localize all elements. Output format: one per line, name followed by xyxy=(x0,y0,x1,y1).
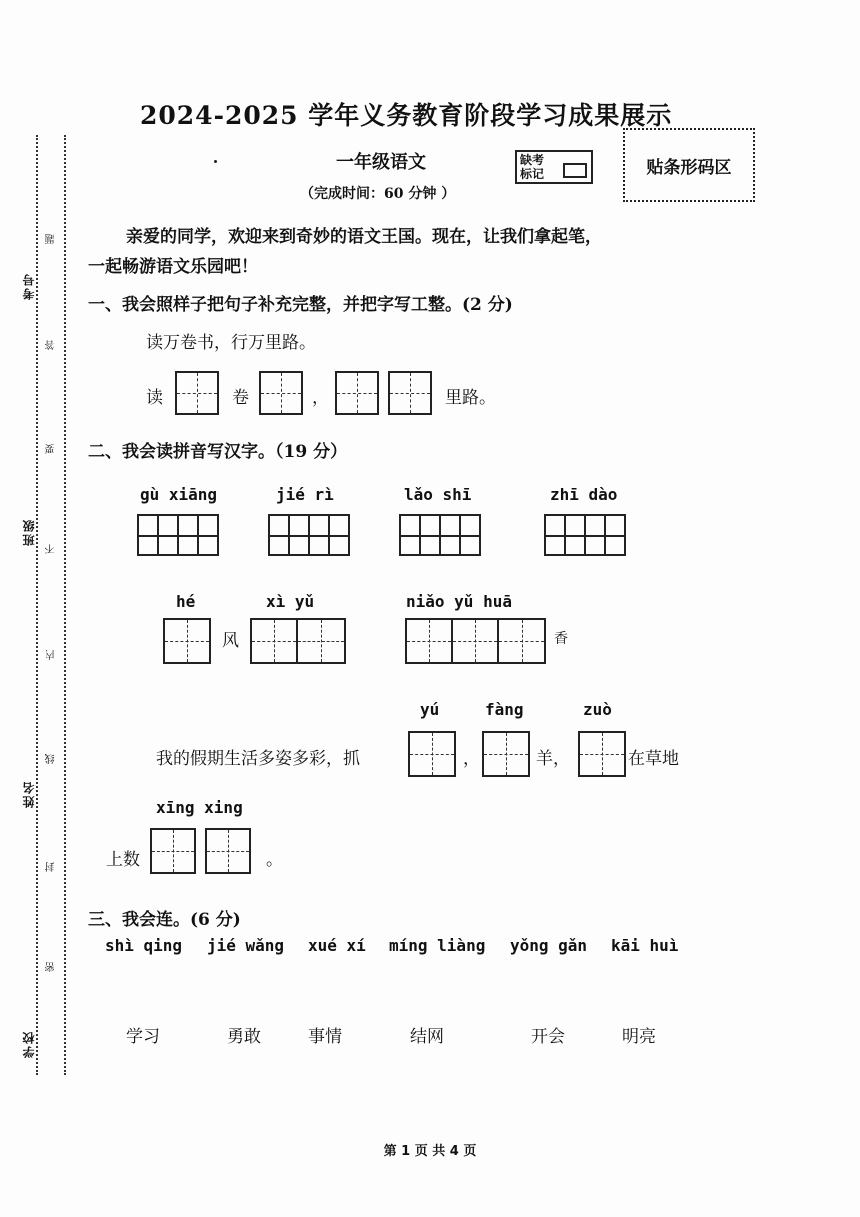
absent-mark-box xyxy=(515,150,593,184)
sentence-part: 我的假期生活多姿多彩，抓 xyxy=(156,749,360,769)
seal-word: 线 xyxy=(46,754,57,764)
q1-heading: 一、我会照样子把句子补充完整，并把字写工整。(2 分) xyxy=(88,295,513,315)
sentence-part: 。 xyxy=(266,850,283,870)
q2-heading: 二、我会读拼音写汉字。（19 分） xyxy=(88,442,348,462)
seal-word: 密 xyxy=(46,962,57,972)
time-note: （完成时间：60 分钟 ） xyxy=(300,186,456,202)
write-grid[interactable] xyxy=(405,618,546,664)
pinyin-label: zhī dào xyxy=(550,485,618,504)
q1-part: 卷 xyxy=(232,388,249,408)
write-grid[interactable] xyxy=(482,731,530,777)
match-word[interactable]: 学习 xyxy=(126,1027,160,1047)
match-word[interactable]: 事情 xyxy=(308,1027,342,1047)
seal-word: 答 xyxy=(46,340,57,350)
pinyin-label: xué xí xyxy=(308,936,366,955)
write-grid[interactable] xyxy=(250,618,346,664)
intro-line-2: 一起畅游语文乐园吧！ xyxy=(88,257,258,277)
q3-heading: 三、我会连。(6 分) xyxy=(88,910,241,930)
margin-label-class: 班级 xyxy=(22,518,36,546)
pinyin-label: gù xiāng xyxy=(140,485,218,504)
seal-word: 内 xyxy=(46,650,57,660)
match-word[interactable]: 明亮 xyxy=(622,1027,656,1047)
absent-mark-square[interactable] xyxy=(563,163,587,178)
page-title: 2024-2025 学年义务教育阶段学习成果展示 xyxy=(140,101,673,130)
write-grid[interactable] xyxy=(399,514,481,556)
q1-part: 读 xyxy=(146,388,163,408)
barcode-area xyxy=(623,128,755,202)
write-grid[interactable] xyxy=(578,731,626,777)
sentence-part: ， xyxy=(463,749,480,769)
sentence-part: 在草地 xyxy=(628,749,679,769)
write-grid[interactable] xyxy=(544,514,626,556)
write-grid[interactable] xyxy=(175,371,219,415)
pinyin-label: hé xyxy=(176,592,196,611)
binding-line-inner xyxy=(64,135,66,1075)
pinyin-label: niǎo yǔ huā xyxy=(406,592,512,611)
pinyin-label: xīng xing xyxy=(156,798,243,817)
write-grid[interactable] xyxy=(388,371,432,415)
pinyin-label: yǒng gǎn xyxy=(510,936,588,955)
write-grid[interactable] xyxy=(163,618,211,664)
q1-example: 读万卷书，行万里路。 xyxy=(146,333,316,353)
intro-line-1: 亲爱的同学，欢迎来到奇妙的语文王国。现在，让我们拿起笔， xyxy=(126,227,602,247)
sentence-part: 羊， xyxy=(536,749,570,769)
pinyin-label: shì qing xyxy=(105,936,183,955)
page-number: 第 1 页 共 4 页 xyxy=(383,1144,477,1159)
write-grid[interactable] xyxy=(259,371,303,415)
q1-part: 里路。 xyxy=(445,388,496,408)
given-char: 香 xyxy=(554,631,568,647)
pinyin-label: yú xyxy=(420,700,440,719)
pinyin-label: zuò xyxy=(583,700,612,719)
write-grid[interactable] xyxy=(268,514,350,556)
pinyin-label: kāi huì xyxy=(611,936,679,955)
margin-label-school: 学校 xyxy=(22,1030,36,1058)
pinyin-label: jié rì xyxy=(276,485,334,504)
speck xyxy=(214,160,217,163)
write-grid[interactable] xyxy=(137,514,219,556)
q1-part: ， xyxy=(312,388,329,408)
pinyin-label: míng liàng xyxy=(389,936,486,955)
absent-mark-label: 缺考标记 xyxy=(520,153,545,181)
sentence-part: 上数 xyxy=(106,850,140,870)
margin-label-exam-no: 考号 xyxy=(22,272,36,300)
pinyin-label: jié wǎng xyxy=(207,936,285,955)
subject-title: 一年级语文 xyxy=(336,152,426,173)
pinyin-label: xì yǔ xyxy=(266,592,315,611)
seal-word: 封 xyxy=(46,862,57,872)
write-grid[interactable] xyxy=(150,828,196,874)
seal-word: 要 xyxy=(46,444,57,454)
match-word[interactable]: 结网 xyxy=(410,1027,444,1047)
pinyin-label: lǎo shī xyxy=(404,485,472,504)
margin-label-name: 姓名 xyxy=(22,780,36,808)
write-grid[interactable] xyxy=(408,731,456,777)
match-word[interactable]: 勇敢 xyxy=(227,1027,261,1047)
write-grid[interactable] xyxy=(205,828,251,874)
given-char: 风 xyxy=(222,631,239,651)
pinyin-label: fàng xyxy=(485,700,524,719)
write-grid[interactable] xyxy=(335,371,379,415)
seal-word: 题 xyxy=(46,234,57,244)
barcode-label: 贴条形码区 xyxy=(646,157,732,178)
match-word[interactable]: 开会 xyxy=(531,1027,565,1047)
seal-word: 不 xyxy=(46,544,57,554)
